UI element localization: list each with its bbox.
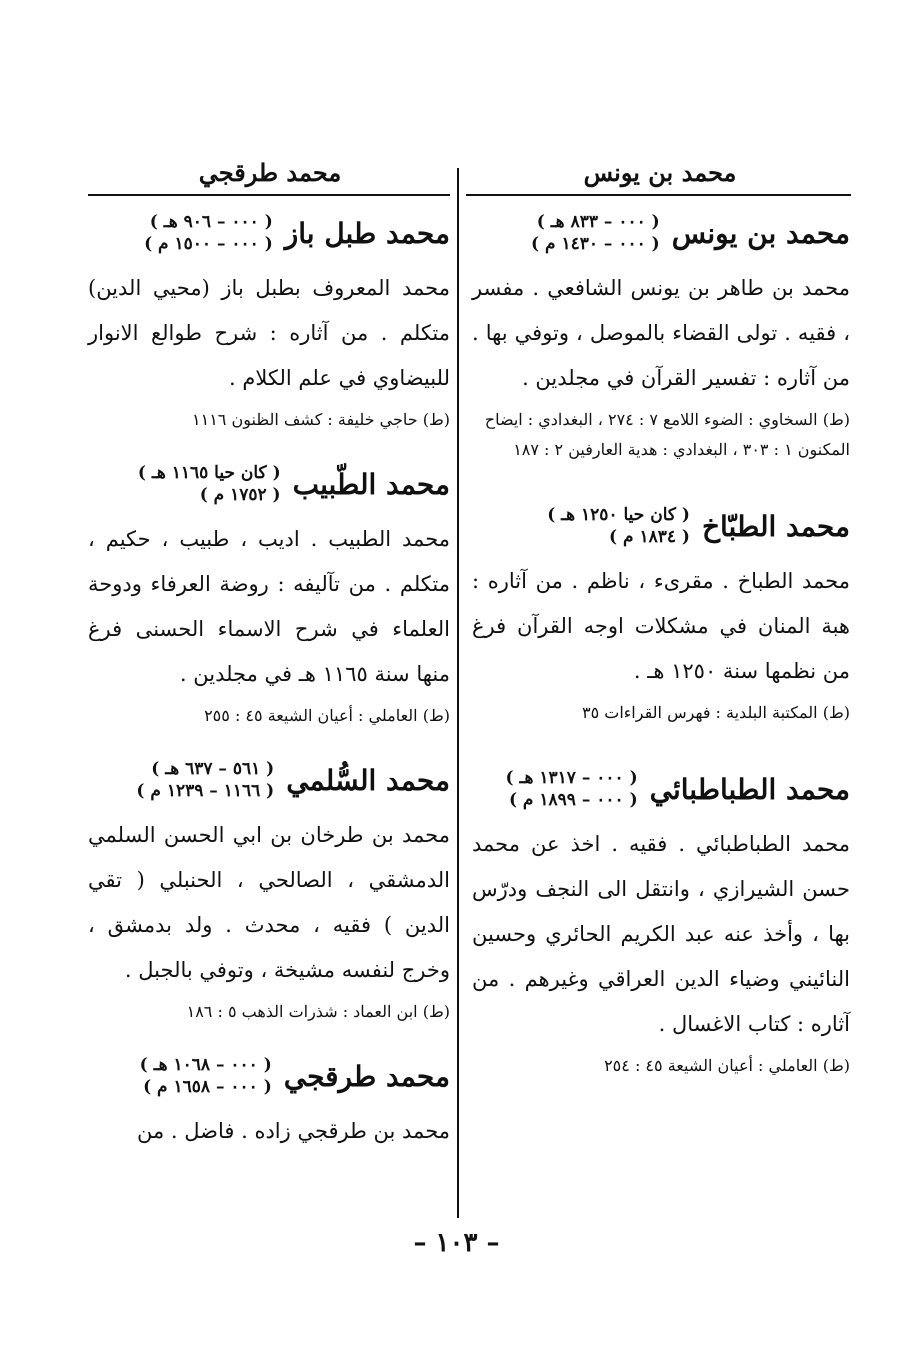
entry-body: محمد الطباطبائي . فقيه . اخذ عن محمد حسن الشيرازي ، وانتقل الى النجف ودرّس بها ، وأخذ عنه عبد الكريم الحائري وحسين النائيني وضياء الدين العراقي وغيرهم . من آثاره : كتاب الاغسال . <box>472 832 850 1036</box>
entry-heading <box>472 760 850 818</box>
entry-source: (ط) العاملي : أعيان الشيعة ٤٥ : ٢٥٤ <box>604 1056 850 1075</box>
date-gregorian: ( ١٨٣٤ م ) <box>609 527 690 547</box>
page-number: – ١٠٣ – <box>413 1228 500 1258</box>
entry <box>88 204 450 435</box>
date-hijri: ( ٠٠٠ – ١٠٦٨ هـ ) <box>139 1055 272 1075</box>
entry-heading <box>88 1047 450 1105</box>
right-column <box>472 204 850 1091</box>
entry-body: محمد المعروف بطبل باز (محيي الدين) متكلم . من آثاره : شرح طوالع الانوار للبيضاوي في علم الكلام . <box>88 276 450 390</box>
date-gregorian: ( ٠٠٠ – ١٨٩٩ م ) <box>508 790 638 810</box>
date-gregorian: ( ١٧٥٢ م ) <box>199 485 281 505</box>
entry-dates <box>140 1054 272 1098</box>
date-hijri: ( ٥٦١ – ٦٣٧ هـ ) <box>151 759 275 779</box>
entry-source: (ط) السخاوي : الضوء اللامع ٧ : ٢٧٤ ، البغدادي : ايضاح المكنون ١ : ٣٠٣ ، البغدادي : هدية العارفين ٢ : ١٨٧ <box>484 410 850 459</box>
entry <box>88 455 450 731</box>
left-column <box>88 204 450 1164</box>
entry-heading <box>472 204 850 262</box>
entry-name: محمد الطّبيب <box>292 467 450 501</box>
entry-dates <box>136 758 274 802</box>
entry <box>472 204 850 465</box>
entry <box>472 760 850 1081</box>
entry-body: محمد الطباخ . مقرىء ، ناظم . من آثاره : هبة المنان في مشكلات اوجه القرآن فرغ من نظمها سنة ١٢٥٠ هـ . <box>472 569 850 683</box>
date-gregorian: ( ١١٦٦ – ١٢٣٩ م ) <box>136 781 275 801</box>
entry-body: محمد بن طرخان بن ابي الحسن السلمي الدمشقي ، الصالحي ، الحنبلي ( تقي الدين ) فقيه ، محدث . ولد بدمشق ، وخرج لنفسه مشيخة ، وتوفي بالجبل . <box>88 823 450 982</box>
entry-body: محمد الطبيب . اديب ، طبيب ، حكيم ، متكلم . من تآليفه : روضة العرفاء ودوحة العلماء في شرح الاسماء الحسنى فرغ منها سنة ١١٦٥ هـ في مجلدين . <box>88 527 450 686</box>
entry-dates <box>547 504 690 548</box>
entry-dates <box>144 211 273 255</box>
entry-heading <box>88 455 450 513</box>
entry-heading <box>472 497 850 555</box>
entry-body: محمد بن طرقجي زاده . فاضل . من <box>136 1119 450 1143</box>
date-gregorian: ( ٠٠٠ – ١٤٣٠ م ) <box>531 234 660 254</box>
running-header-right: محمد بن يونس <box>583 158 737 187</box>
entry-source: (ط) العاملي : أعيان الشيعة ٤٥ : ٢٥٥ <box>204 706 450 725</box>
entry-name: محمد الطباطبائي <box>649 772 850 806</box>
entry-name: محمد بن يونس <box>671 216 850 250</box>
date-hijri: ( ٠٠٠ – ١٣١٧ هـ ) <box>505 768 638 788</box>
entry-dates <box>138 462 281 506</box>
entry-heading <box>88 204 450 262</box>
header-rule-right <box>466 194 851 196</box>
entry <box>472 497 850 728</box>
entry <box>88 751 450 1027</box>
date-hijri: ( كان حيا ١٢٥٠ هـ ) <box>547 505 690 525</box>
entry-dates <box>531 211 660 255</box>
running-header-left: محمد طرقجي <box>198 158 342 187</box>
date-gregorian: ( ٠٠٠ – ١٦٥٨ م ) <box>143 1077 272 1097</box>
date-hijri: ( ٠٠٠ – ٨٣٣ هـ ) <box>536 212 660 232</box>
entry-source: (ط) حاجي خليفة : كشف الظنون ١١١٦ <box>192 410 450 429</box>
entry-name: محمد طبل باز <box>284 216 450 250</box>
entry-source: (ط) المكتبة البلدية : فهرس القراءات ٣٥ <box>582 703 850 722</box>
entry-name: محمد الطبّاخ <box>701 509 850 543</box>
entry-heading <box>88 751 450 809</box>
entry-dates <box>506 767 638 811</box>
entry-source: (ط) ابن العماد : شذرات الذهب ٥ : ١٨٦ <box>186 1002 450 1021</box>
column-divider <box>457 168 459 1218</box>
date-hijri: ( كان حيا ١١٦٥ هـ ) <box>137 463 281 483</box>
entry-body: محمد بن طاهر بن يونس الشافعي . مفسر ، فقيه . تولى القضاء بالموصل ، وتوفي بها . من آثاره : تفسير القرآن في مجلدين . <box>472 276 850 390</box>
entry-name: محمد السُّلمي <box>286 763 450 797</box>
date-gregorian: ( ٠٠٠ – ١٥٠٠ م ) <box>144 234 273 254</box>
date-hijri: ( ٠٠٠ – ٩٠٦ هـ ) <box>149 212 273 232</box>
header-rule-left <box>88 194 450 196</box>
entry <box>88 1047 450 1154</box>
entry-name: محمد طرقجي <box>283 1059 450 1093</box>
